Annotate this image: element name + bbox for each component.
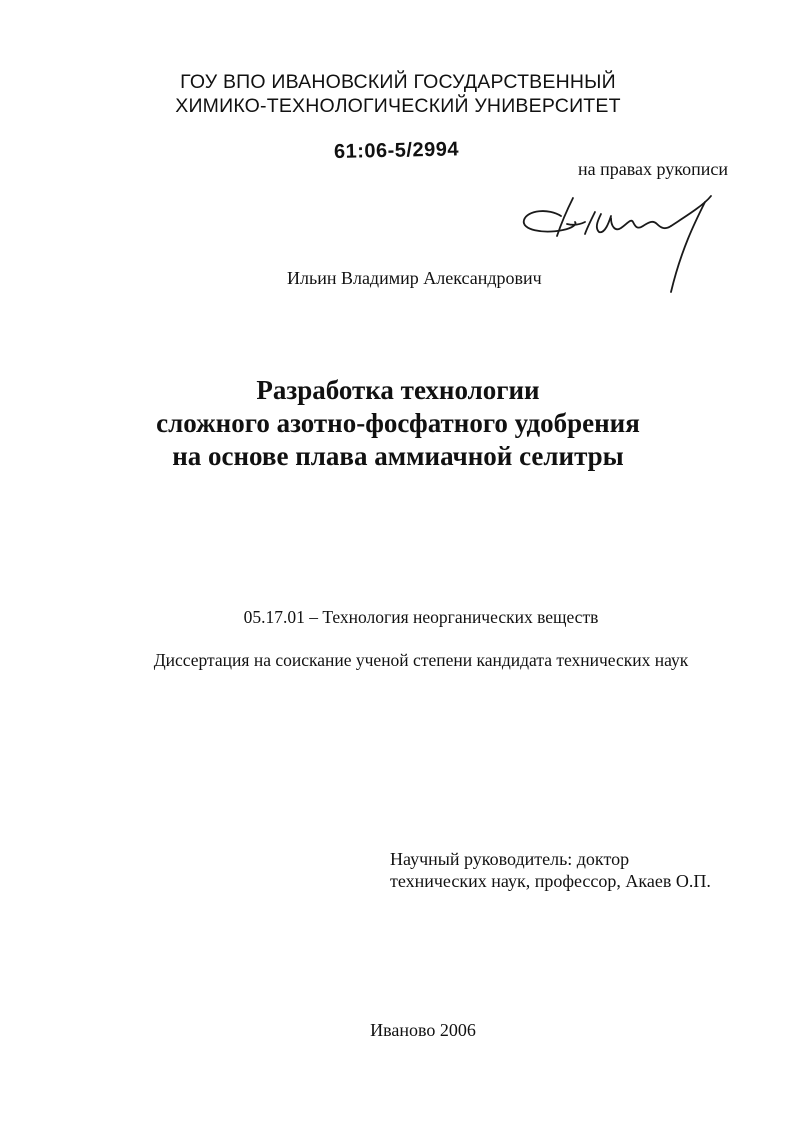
- title-line-3: на основе плава аммиачной селитры: [172, 441, 624, 471]
- title-line-1: Разработка технологии: [256, 375, 540, 405]
- dissertation-title: [0, 374, 796, 473]
- supervisor-info: [390, 848, 711, 892]
- university-line-2: ХИМИКО-ТЕХНОЛОГИЧЕСКИЙ УНИВЕРСИТЕТ: [175, 95, 621, 117]
- library-code-stamp: 61:06-5/2994: [333, 138, 460, 163]
- title-line-2: сложного азотно-фосфатного удобрения: [156, 408, 640, 438]
- supervisor-line-1: Научный руководитель: доктор: [390, 849, 630, 869]
- author-name: Ильин Владимир Александрович: [287, 268, 542, 288]
- university-line-1: ГОУ ВПО ИВАНОВСКИЙ ГОСУДАРСТВЕННЫЙ: [180, 71, 616, 93]
- dissertation-degree: Диссертация на соискание ученой степени кандидата технических наук: [153, 650, 689, 670]
- supervisor-line-2: технических наук, профессор, Акаев О.П.: [390, 871, 711, 891]
- university-header: [0, 70, 796, 118]
- handwritten-signature-icon: [515, 188, 725, 298]
- city-year: Иваново 2006: [370, 1020, 476, 1040]
- manuscript-note: на правах рукописи: [578, 159, 728, 179]
- specialty-code: 05.17.01 – Технология неорганических веществ: [243, 607, 599, 627]
